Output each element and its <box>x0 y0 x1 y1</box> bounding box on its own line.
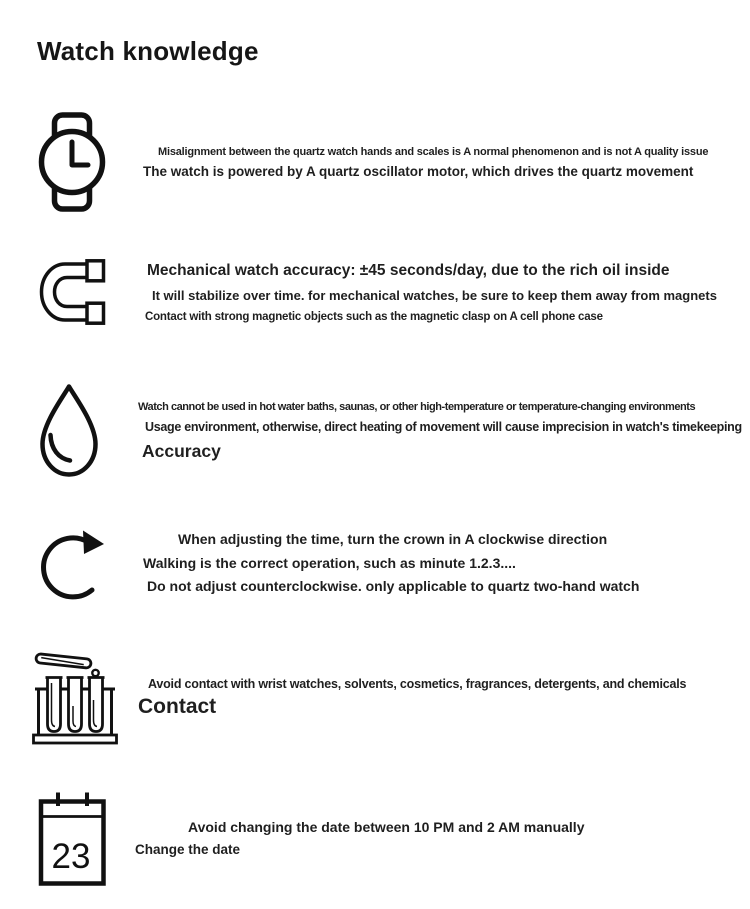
calendar-icon <box>38 790 107 891</box>
info-line: Walking is the correct operation, such as minute 1.2.3.... <box>143 555 516 571</box>
page-title: Watch knowledge <box>37 36 259 66</box>
calendar-day: 23 <box>51 837 91 876</box>
info-line: The watch is powered by A quartz oscillator motor, which drives the quartz movement <box>143 164 694 179</box>
info-line: Watch cannot be used in hot water baths, saunas, or other high-temperature or temperature-changing environments <box>138 401 696 413</box>
info-line: Usage environment, otherwise, direct heating of movement will cause imprecision in watch's timekeeping <box>145 420 742 434</box>
info-line: Mechanical watch accuracy: ±45 seconds/day, due to the rich oil inside <box>147 262 670 279</box>
info-line: It will stabilize over time. for mechanical watches, be sure to keep them away from magnets <box>152 288 717 303</box>
info-line: Change the date <box>135 842 241 857</box>
info-line: Misalignment between the quartz watch hands and scales is A normal phenomenon and is not A quality issue <box>158 146 709 158</box>
water-drop-icon <box>38 382 100 484</box>
info-line: Avoid changing the date between 10 PM and 2 AM manually <box>188 819 585 835</box>
info-line: Accuracy <box>142 441 221 461</box>
wristwatch-icon <box>37 112 107 217</box>
info-line: Do not adjust counterclockwise. only applicable to quartz two-hand watch <box>147 578 640 594</box>
info-line: When adjusting the time, turn the crown in A clockwise direction <box>178 531 608 547</box>
info-line: Avoid contact with wrist watches, solvents, cosmetics, fragrances, detergents, and chemicals <box>148 677 687 691</box>
info-line: Contact with strong magnetic objects such as the magnetic clasp on A cell phone case <box>145 311 603 323</box>
magnet-icon <box>38 259 106 330</box>
rotate-clockwise-icon <box>38 525 108 608</box>
info-line: Contact <box>138 695 217 718</box>
test-tubes-icon <box>32 648 118 750</box>
